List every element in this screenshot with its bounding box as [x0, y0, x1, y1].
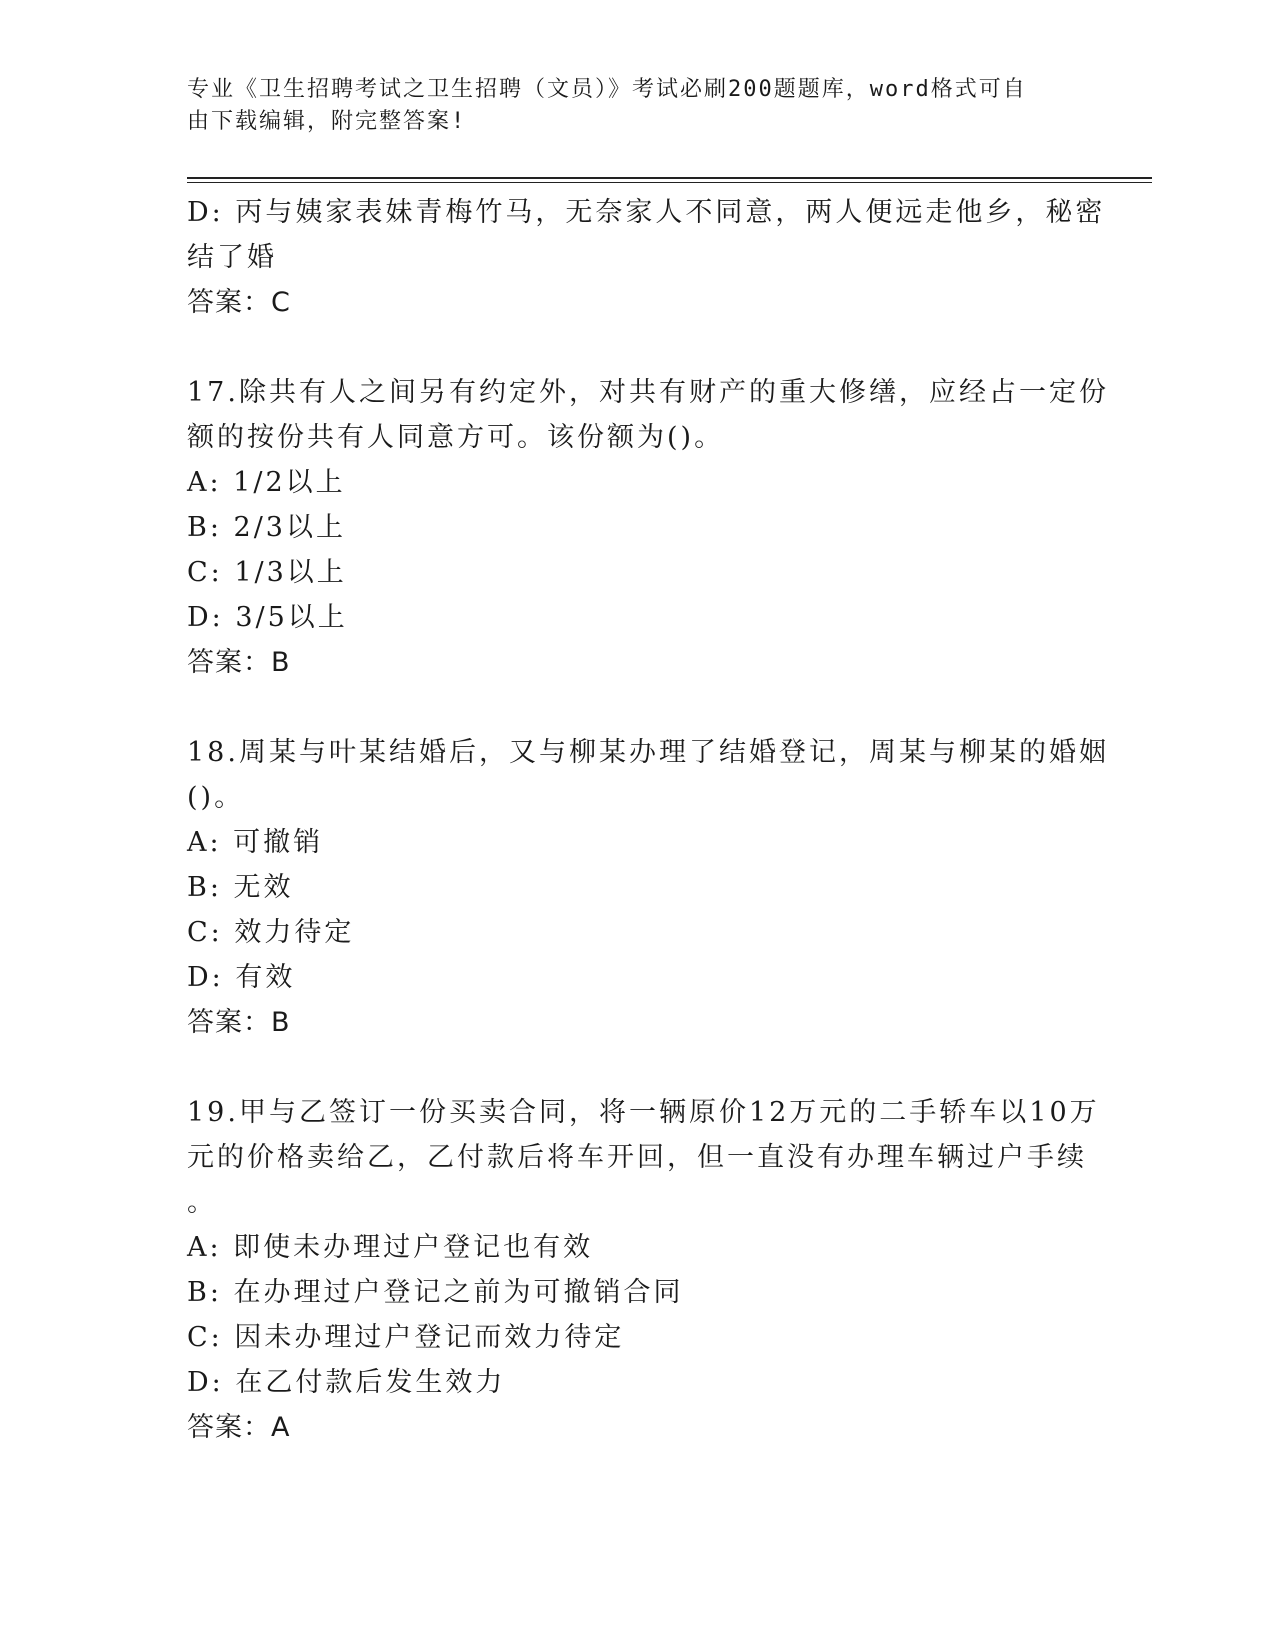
answer: 答案：B: [187, 1007, 291, 1038]
option-c: C: 效力待定: [187, 917, 355, 948]
header-line-1: 专业《卫生招聘考试之卫生招聘（文员）》考试必刷200题题库，word格式可自: [187, 77, 1027, 102]
option-a: A: 可撤销: [187, 827, 324, 858]
question-16-tail: [187, 190, 1106, 325]
option-d: D: 有效: [187, 962, 296, 993]
question-18: [187, 730, 1109, 1045]
option-d-continued: 结了婚: [187, 242, 277, 273]
option-d: D: 丙与姨家表妹青梅竹马，无奈家人不同意，两人便远走他乡，秘密: [187, 197, 1106, 228]
option-d: D: 3/5以上: [187, 602, 348, 633]
header-divider: [187, 177, 1152, 183]
option-a: A: 1/2以上: [187, 467, 346, 498]
header-line-2: 由下载编辑，附完整答案!: [187, 109, 467, 134]
option-b: B: 在办理过户登记之前为可撤销合同: [187, 1277, 684, 1308]
document-header: [187, 74, 1067, 138]
option-d: D: 在乙付款后发生效力: [187, 1367, 506, 1398]
option-a: A: 即使未办理过户登记也有效: [187, 1232, 594, 1263]
option-b: B: 无效: [187, 872, 294, 903]
option-c: C: 因未办理过户登记而效力待定: [187, 1322, 625, 1353]
question-stem-continued: ()。: [187, 782, 245, 813]
question-19: [187, 1090, 1100, 1450]
answer: 答案：A: [187, 1412, 291, 1443]
option-c: C: 1/3以上: [187, 557, 347, 588]
answer: 答案：B: [187, 647, 291, 678]
answer: 答案：C: [187, 287, 291, 318]
question-list: [187, 190, 1109, 1450]
question-stem: 19.甲与乙签订一份买卖合同，将一辆原价12万元的二手轿车以10万: [187, 1097, 1100, 1128]
question-stem: 17.除共有人之间另有约定外，对共有财产的重大修缮，应经占一定份: [187, 377, 1109, 408]
question-stem-continued: 额的按份共有人同意方可。该份额为()。: [187, 422, 725, 453]
question-stem-period: 。: [187, 1187, 214, 1218]
question-17: [187, 370, 1109, 685]
option-b: B: 2/3以上: [187, 512, 346, 543]
question-stem: 18.周某与叶某结婚后，又与柳某办理了结婚登记，周某与柳某的婚姻: [187, 737, 1109, 768]
question-stem-continued: 元的价格卖给乙，乙付款后将车开回，但一直没有办理车辆过户手续: [187, 1142, 1087, 1173]
